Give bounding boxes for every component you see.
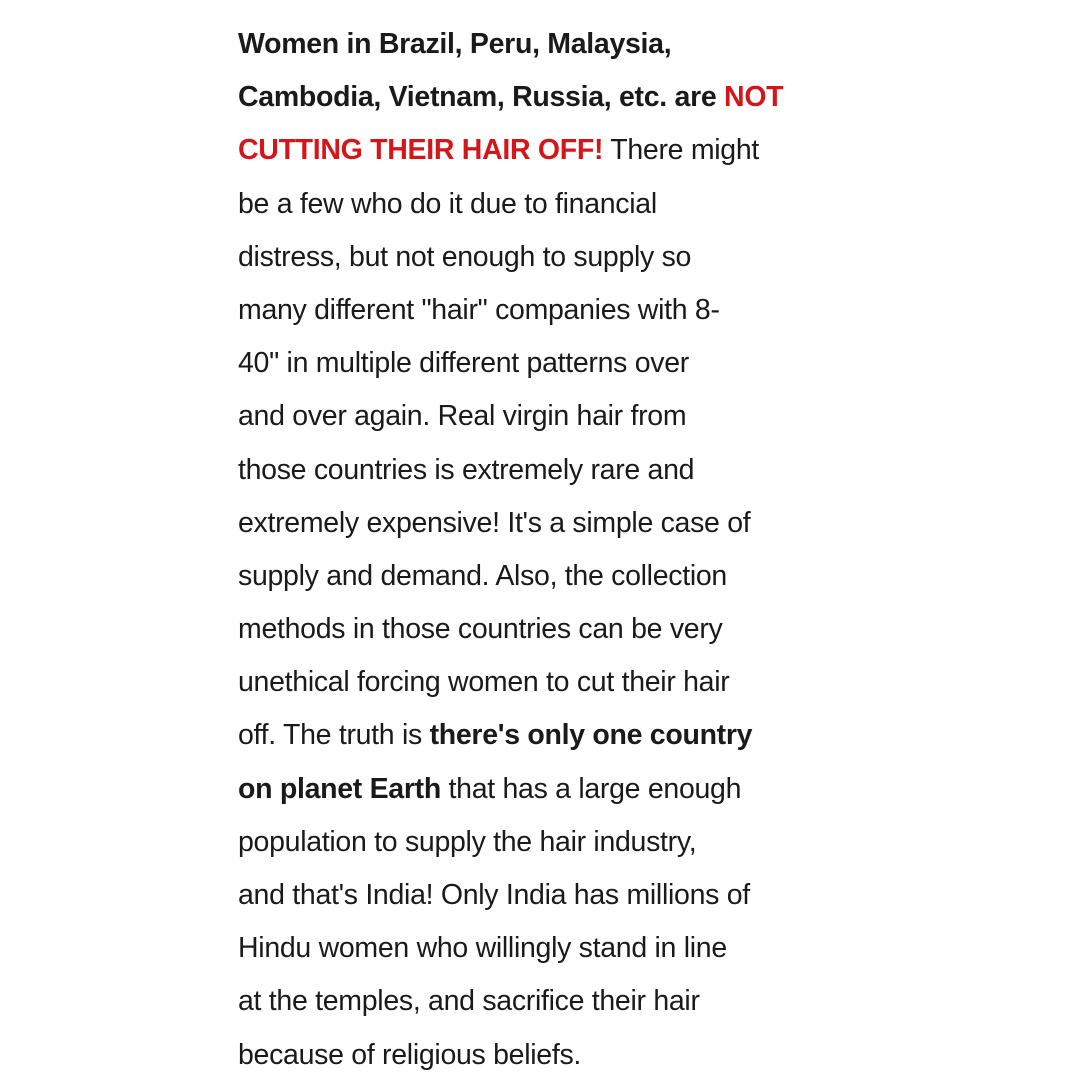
text-line (238, 709, 850, 762)
text-line (238, 18, 850, 71)
text-line (238, 497, 850, 550)
text-line (238, 656, 850, 709)
text-line (238, 550, 850, 603)
body-text: population to supply the hair industry, (238, 825, 697, 858)
body-text: at the temples, and sacrifice their hair (238, 985, 700, 1018)
body-text: methods in those countries can be very (238, 613, 723, 646)
bold-text: there's only one country (429, 719, 753, 752)
body-text: that has a large enough (440, 772, 742, 805)
text-line (238, 603, 850, 656)
highlighted-text: CUTTING THEIR HAIR OFF! (238, 134, 604, 167)
body-text: and over again. Real virgin hair from (238, 400, 687, 433)
bold-text: Cambodia, Vietnam, Russia, etc. are (238, 81, 725, 114)
body-text: be a few who do it due to financial (238, 187, 657, 220)
text-line (238, 763, 850, 816)
article-paragraph (238, 18, 850, 1082)
body-text: and that's India! Only India has millions of (238, 879, 750, 911)
body-text: supply and demand. Also, the collection (238, 559, 727, 592)
text-line (238, 869, 850, 922)
text-line (238, 231, 850, 284)
body-text: There might (603, 134, 760, 167)
body-text: unethical forcing women to cut their hair (238, 666, 730, 699)
text-line (238, 390, 850, 443)
body-text: many different "hair" companies with 8- (238, 293, 720, 326)
text-line (238, 816, 850, 869)
body-text: Hindu women who willingly stand in line (238, 932, 727, 965)
text-line (238, 975, 850, 1028)
text-line (238, 444, 850, 497)
body-text: those countries is extremely rare and (238, 453, 695, 486)
body-text: off. The truth is (238, 719, 430, 752)
text-line (238, 284, 850, 337)
text-line (238, 922, 850, 975)
body-text: because of religious beliefs. (238, 1038, 582, 1071)
body-text: distress, but not enough to supply so (238, 240, 692, 273)
highlighted-text: NOT (724, 81, 784, 114)
body-text: 40" in multiple different patterns over (238, 347, 689, 380)
text-line (238, 178, 850, 231)
text-line (238, 337, 850, 390)
bold-text: Women in Brazil, Peru, Malaysia, (238, 28, 672, 60)
text-line (238, 1029, 850, 1082)
text-line (238, 71, 850, 124)
text-line (238, 124, 850, 177)
bold-text: on planet Earth (238, 772, 441, 805)
body-text: extremely expensive! It's a simple case of (238, 506, 751, 539)
